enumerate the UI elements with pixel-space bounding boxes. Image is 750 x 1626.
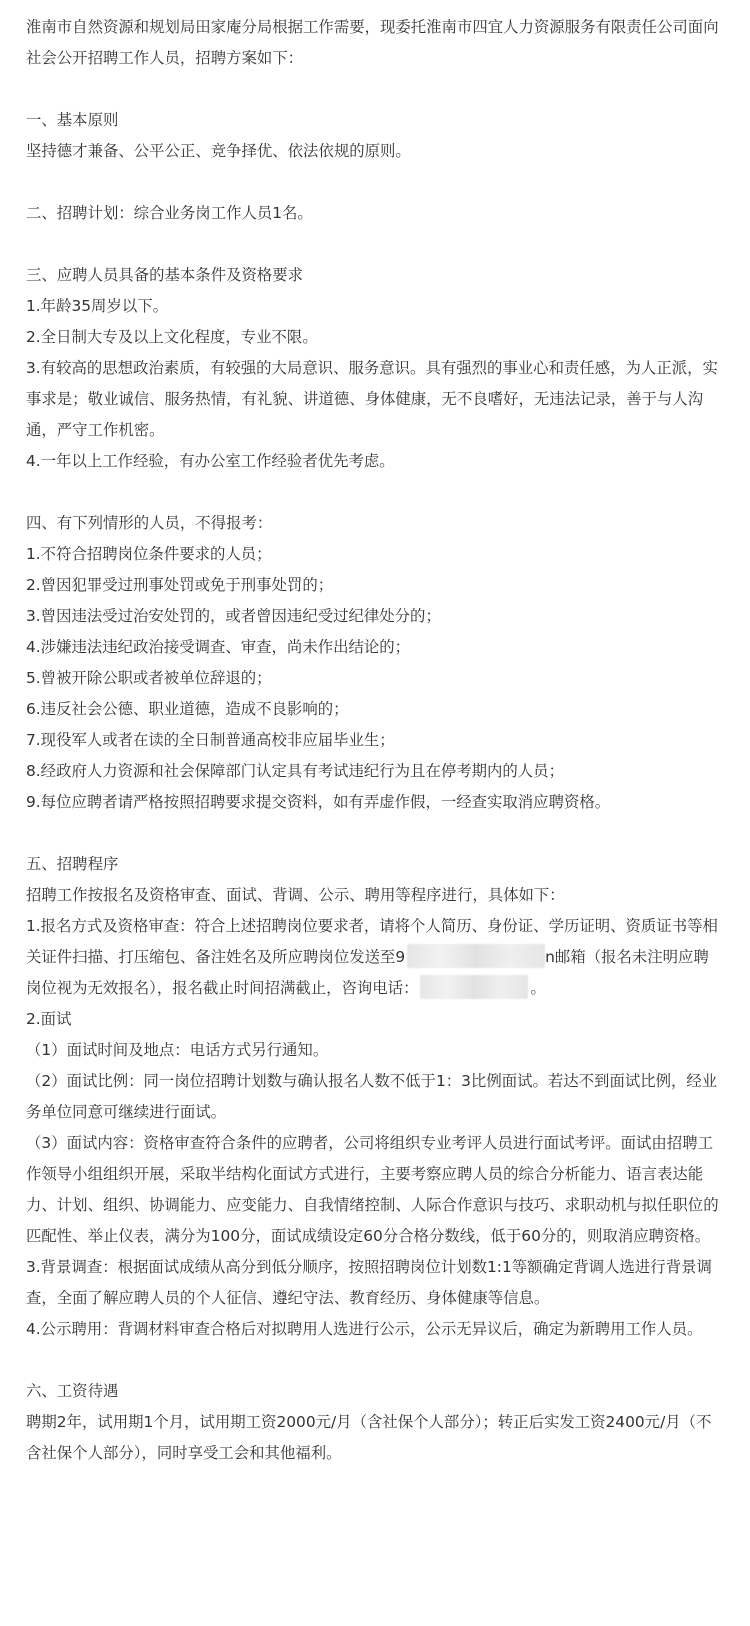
intro-paragraph: 淮南市自然资源和规划局田家庵分局根据工作需要，现委托淮南市四宜人力资源服务有限责任公司面向社会公开招聘工作人员，招聘方案如下： [26, 18, 719, 67]
section-1-heading: 一、基本原则 [26, 111, 119, 129]
list-item: 7.现役军人或者在读的全日制普通高校非应届毕业生； [26, 731, 395, 749]
interview-heading: 2.面试 [26, 1010, 72, 1028]
section-6-text: 聘期2年，试用期1个月，试用期工资2000元/月（含社保个人部分）；转正后实发工资2400元/月（不含社保个人部分），同时享受工会和其他福利。 [26, 1413, 712, 1462]
list-item: 4.涉嫌违法违纪政治接受调查、审查，尚未作出结论的； [26, 638, 411, 656]
signup-text-a: 1.报名方式及资格审查：符合上述招聘岗位要求者，请将个人简历、身份证、学历证明、资质证书等相关证件扫描、打压缩包、备注姓名及所应聘岗位发送至9 [26, 917, 718, 966]
spacer [26, 229, 724, 260]
list-item: 2.全日制大专及以上文化程度，专业不限。 [26, 328, 318, 346]
section-5-heading: 五、招聘程序 [26, 855, 119, 873]
list-item: 3.有较高的思想政治素质，有较强的大局意识、服务意识。具有强烈的事业心和责任感，为人正派，实事求是；敬业诚信、服务热情，有礼貌、讲道德、身体健康，无不良嗜好，无违法记录，善于与人沟通，严守工作机密。 [26, 359, 718, 439]
spacer [26, 818, 724, 849]
list-item: 2.曾因犯罪受过刑事处罚或免于刑事处罚的； [26, 576, 334, 594]
spacer [26, 74, 724, 105]
section-5-lead: 招聘工作按报名及资格审查、面试、背调、公示、聘用等程序进行，具体如下： [26, 886, 565, 904]
section-6-heading: 六、工资待遇 [26, 1382, 119, 1400]
list-item: 6.违反社会公德、职业道德，造成不良影响的； [26, 700, 349, 718]
spacer [26, 167, 724, 198]
section-3-heading: 三、应聘人员具备的基本条件及资格要求 [26, 266, 304, 284]
list-item: （3）面试内容：资格审查符合条件的应聘者，公司将组织专业考评人员进行面试考评。面试由招聘工作领导小组组织开展，采取半结构化面试方式进行，主要考察应聘人员的综合分析能力、语言表达能力、计划、组织、协调能力、应变能力、自我情绪控制、人际合作意识与技巧、求职动机与拟任职位的匹配性、举止仪表，满分为100分，面试成绩设定60分合格分数线，低于60分的，则取消应聘资格。 [26, 1134, 719, 1245]
list-item: 8.经政府人力资源和社会保障部门认定具有考试违纪行为且在停考期内的人员； [26, 762, 564, 780]
background-check-paragraph: 3.背景调查：根据面试成绩从高分到低分顺序，按照招聘岗位计划数1:1等额确定背调人选进行背景调查，全面了解应聘人员的个人征信、遵纪守法、教育经历、身体健康等信息。 [26, 1258, 712, 1307]
list-item: 1.不符合招聘岗位条件要求的人员； [26, 545, 272, 563]
publicity-paragraph: 4.公示聘用：背调材料审查合格后对拟聘用人选进行公示，公示无异议后，确定为新聘用工作人员。 [26, 1320, 703, 1338]
redacted-email [407, 944, 545, 968]
list-item: （2）面试比例：同一岗位招聘计划数与确认报名人数不低于1：3比例面试。若达不到面试比例，经业务单位同意可继续进行面试。 [26, 1072, 718, 1121]
list-item: 3.曾因违法受过治安处罚的，或者曾因违纪受过纪律处分的； [26, 607, 441, 625]
signup-text-b: n邮箱（报名未注明应聘岗位视为无效报名），报名截止时间招满截止，咨询电话： [26, 948, 709, 997]
section-4-heading: 四、有下列情形的人员，不得报考： [26, 514, 273, 532]
section-2-heading: 二、招聘计划：综合业务岗工作人员1名。 [26, 204, 313, 222]
spacer [26, 477, 724, 508]
list-item: 4.一年以上工作经验，有办公室工作经验者优先考虑。 [26, 452, 395, 470]
list-item: （1）面试时间及地点：电话方式另行通知。 [26, 1041, 329, 1059]
signup-paragraph [26, 911, 724, 1004]
list-item: 1.年龄35周岁以下。 [26, 297, 169, 315]
redacted-phone [420, 975, 528, 999]
list-item: 9.每位应聘者请严格按照招聘要求提交资料，如有弄虚作假，一经查实取消应聘资格。 [26, 793, 611, 811]
spacer [26, 1345, 724, 1376]
section-1-text: 坚持德才兼备、公平公正、竞争择优、依法依规的原则。 [26, 142, 411, 160]
list-item: 5.曾被开除公职或者被单位辞退的； [26, 669, 272, 687]
signup-text-c: 。 [530, 979, 546, 997]
